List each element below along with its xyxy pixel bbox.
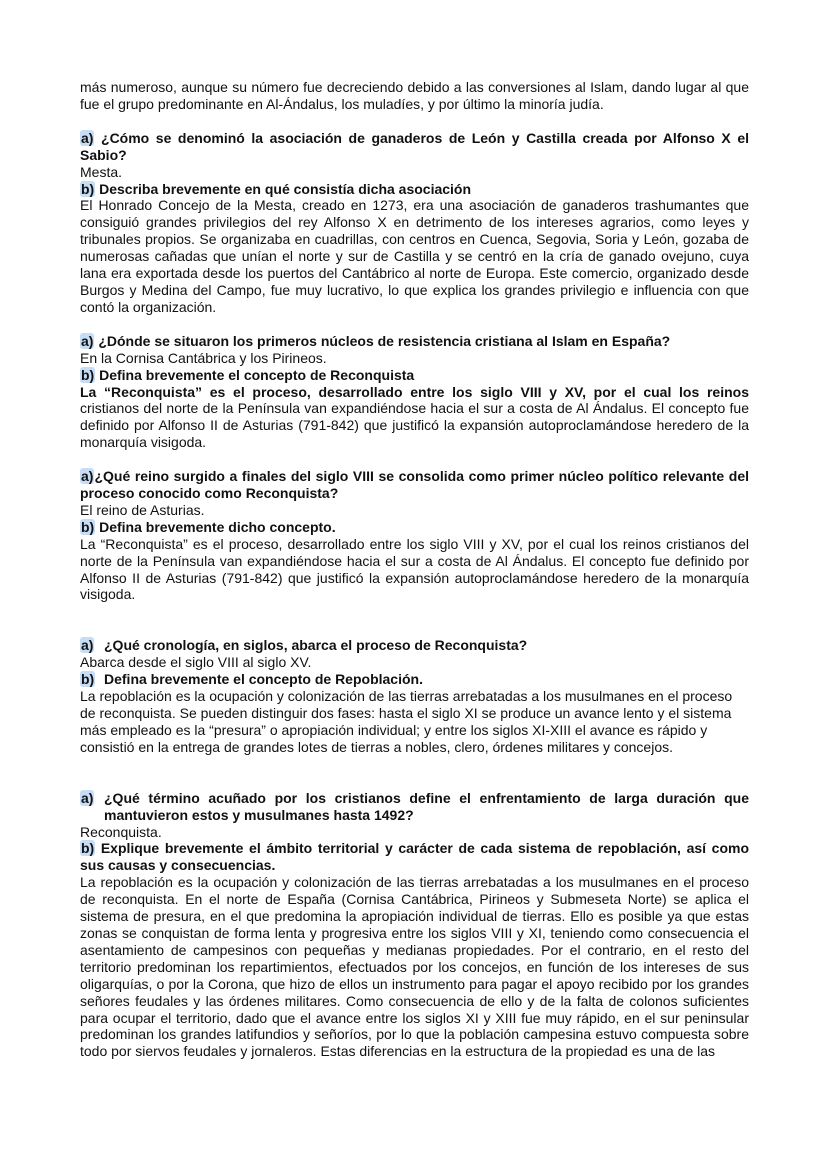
- question-text: ¿Qué cronología, en siglos, abarca el proceso de Reconquista?: [104, 637, 528, 654]
- question-text: Defina brevemente el concepto de Reconquista: [95, 366, 415, 383]
- question-b-sistemas: [80, 840, 749, 874]
- question-marker: b): [81, 518, 95, 535]
- question-a-resistencia: [80, 333, 749, 350]
- question-text: Defina brevemente dicho concepto.: [95, 518, 336, 535]
- question-marker: a): [81, 468, 94, 485]
- intro-paragraph: más numeroso, aunque su número fue decreciendo debido a las conversiones al Islam, dando lugar al que fue el grupo predominante en Al-Ándalus, los muladíes, y por último la minoría judía.: [80, 79, 749, 112]
- question-text: ¿Qué término acuñado por los cristianos define el enfrentamiento de larga duración que mantuvieron estos y musulmanes hasta 1492?: [104, 789, 749, 823]
- question-a-cronologia: [80, 637, 749, 654]
- answer-a: En la Cornisa Cantábrica y los Pirineos.: [80, 349, 327, 366]
- document-page: [80, 79, 749, 1060]
- question-marker: b): [81, 180, 95, 197]
- answer-b-rest: cristianos del norte de la Península van expandiéndose hacia el sur a costa de Al Ándalus. El concepto fue definido por Alfonso II de Asturias (791-842) que justificó la expansión autoproclamándose heredero de la monarquía visigoda.: [80, 400, 749, 451]
- answer-b-bold-lead: La “Reconquista” es el proceso, desarrollado entre los siglo VIII y XV, por el cual los reinos: [80, 383, 749, 400]
- answer-a: Abarca desde el siglo VIII al siglo XV.: [80, 654, 312, 671]
- question-marker: a): [81, 637, 94, 654]
- answer-b: [80, 384, 749, 452]
- question-marker: a): [81, 332, 94, 349]
- question-text: Explique brevemente el ámbito territorial y carácter de cada sistema de repoblación, así como sus causas y consecuencias.: [80, 840, 749, 874]
- question-text: Describa brevemente en qué consistía dicha asociación: [95, 180, 472, 197]
- answer-b: La repoblación es la ocupación y colonización de las tierras arrebatadas a los musulmanes en el proceso de reconquista. En el norte de España (Cornisa Cantábrica, Pirineos y Submeseta Norte) se aplica el sistema de presura, en el que predomina la apropiación individual de tierras. Ello es posible ya que estas zonas se conquistan de forma lenta y progresiva entre los siglos VIII y XI, teniendo como consecuencia el asentamiento de campesinos con pequeñas y medianas propiedades. Por el contrario, en el resto del territorio predominan los repartimientos, efectuados por los concejos, en función de los intereses de sus oligarquías, o por la Corona, que hizo de ellos un instrumento para pagar el apoyo recibido por los grandes señores feudales y las órdenes militares. Como consecuencia de ello y de la falta de colonos suficientes para ocupar el territorio, dado que el avance entre los siglos XI y XIII fue muy rápido, en el sur peninsular predominan los grandes latifundios y señoríos, por lo que la población campesina estuvo compuesta sobre todo por siervos feudales y jornaleros. Estas diferencias en la estructura de la propiedad es una de las: [80, 874, 749, 1060]
- answer-a: Reconquista.: [80, 823, 162, 840]
- answer-a: Mesta.: [80, 163, 123, 180]
- answer-a: El reino de Asturias.: [80, 501, 205, 518]
- answer-b: La “Reconquista” es el proceso, desarrollado entre los siglo VIII y XV, por el cual los reinos cristianos del norte de la Península van expandiéndose hacia el sur a costa de Al Ándalus. El concepto fue definido por Alfonso II de Asturias (791-842) que justificó la expansión autoproclamándose heredero de la monarquía visigoda.: [80, 535, 749, 603]
- question-text: ¿Qué reino surgido a finales del siglo VIII se consolida como primer núcleo político relevante del proceso conocido como Reconquista?: [80, 468, 749, 502]
- question-b-mesta: [80, 181, 749, 198]
- question-b-concepto: [80, 519, 749, 536]
- question-marker: b): [81, 366, 95, 383]
- question-b-repoblacion: [80, 671, 749, 688]
- question-marker: a): [81, 129, 94, 146]
- question-a-termino: [80, 790, 749, 824]
- question-marker: b): [81, 840, 95, 857]
- question-b-reconquista: [80, 367, 749, 384]
- question-a-asturias: [80, 468, 749, 502]
- question-text: ¿Cómo se denominó la asociación de ganaderos de León y Castilla creada por Alfonso X el Sabio?: [80, 129, 749, 163]
- question-marker: a): [81, 789, 94, 806]
- question-marker: b): [81, 671, 95, 688]
- question-text: ¿Dónde se situaron los primeros núcleos de resistencia cristiana al Islam en España?: [94, 332, 671, 349]
- question-text: Defina brevemente el concepto de Repoblación.: [104, 671, 423, 688]
- answer-b: El Honrado Concejo de la Mesta, creado en 1273, era una asociación de ganaderos trashumantes que consiguió grandes privilegios del rey Alfonso X en detrimento de los intereses agrarios, como leyes y tribunales propios. Se organizaba en cuadrillas, con centros en Cuenca, Segovia, Soria y León, gozaba de numerosas cañadas que unían el norte y sur de Castilla y se centró en la cría de ganado ovejuno, cuya lana era exportada desde los puertos del Cantábrico al norte de Europa. Este comercio, organizado desde Burgos y Medina del Campo, fue muy lucrativo, lo que explica los grandes privilegio e influencia con que contó la organización.: [80, 197, 749, 315]
- answer-b: La repoblación es la ocupación y colonización de las tierras arrebatadas a los musulmanes en el proceso de reconquista. Se pueden distinguir dos fases: hasta el siglo XI se produce un avance lento y el sistema más empleado es la “presura” o apropiación individual; y entre los siglos XI-XIII el avance es rápido y consistió en la entrega de grandes lotes de tierras a nobles, clero, órdenes militares y concejos.: [80, 688, 733, 755]
- question-a-mesta: [80, 130, 749, 164]
